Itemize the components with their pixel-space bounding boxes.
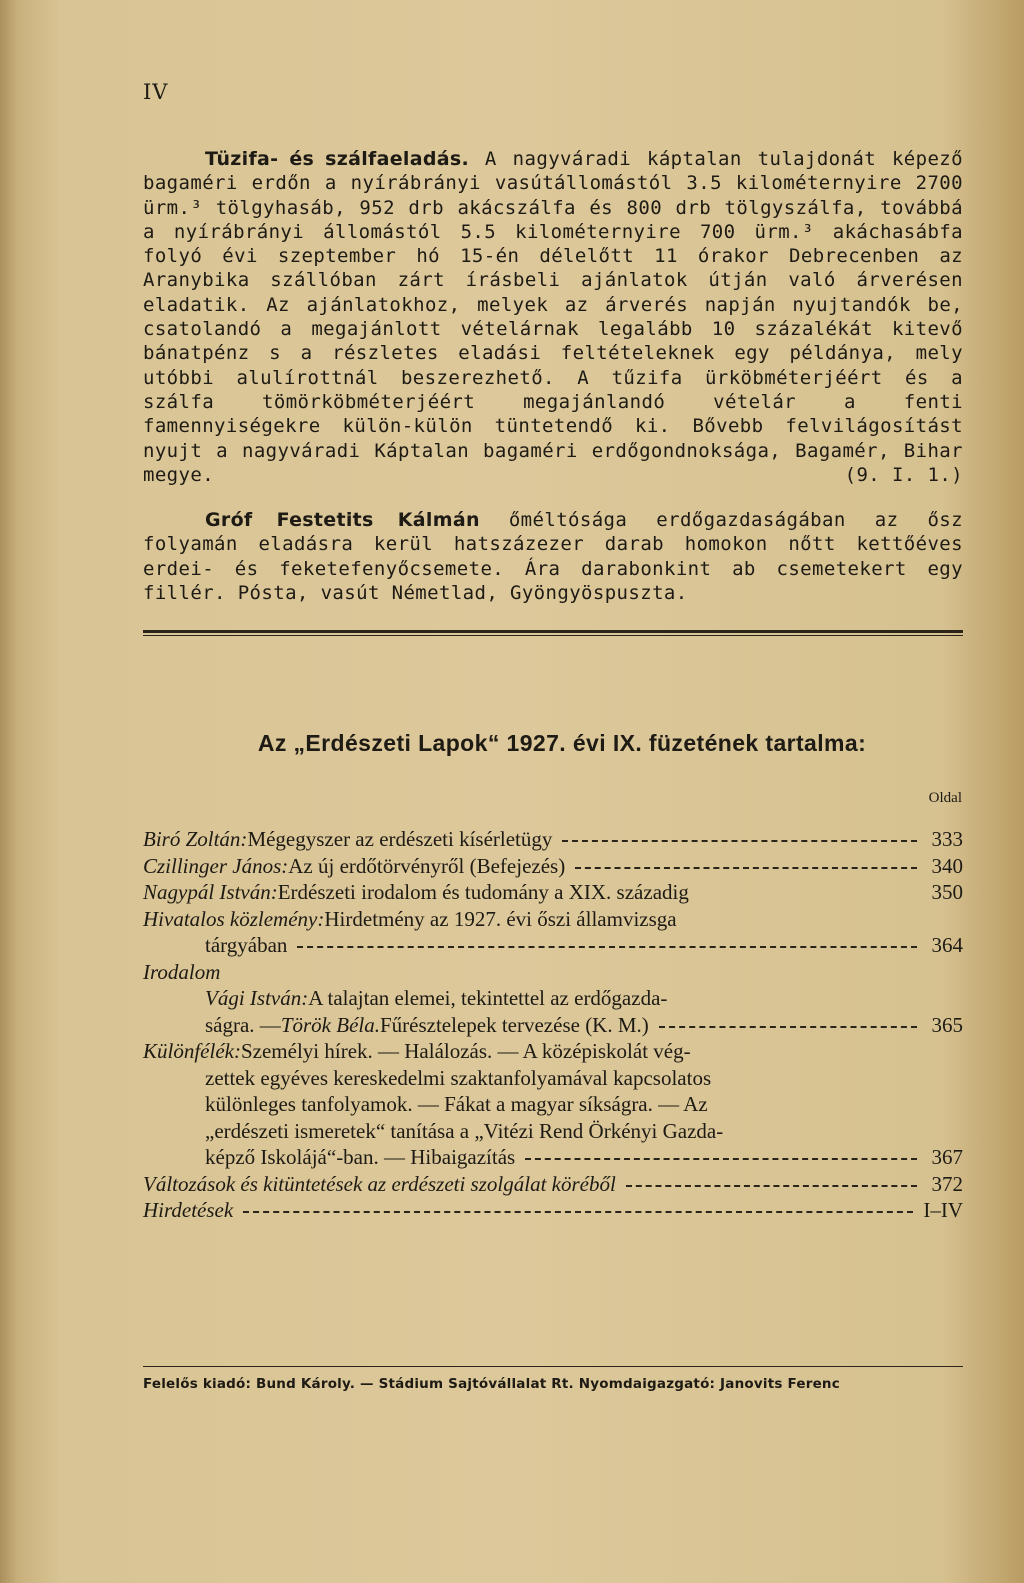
notice-lead: Tüzifa- és szálfaeladás. xyxy=(205,148,469,170)
notice-lead: Gróf Festetits Kálmán xyxy=(205,509,480,531)
toc-heading: Az „Erdészeti Lapok“ 1927. évi IX. füzetének tartalma: xyxy=(257,730,867,756)
seedling-sale-notice xyxy=(143,508,963,605)
toc-entry: Hivatalos közlemény: Hirdetmény az 1927. évi őszi államvizsga xyxy=(143,906,677,931)
page-number: IV xyxy=(143,80,169,104)
toc-page: 350 xyxy=(931,880,963,904)
toc-entry-continuation: „erdészeti ismeretek“ tanítása a „Vitézi Rend Örkényi Gazda- xyxy=(205,1118,724,1143)
toc-page: 340 xyxy=(931,853,963,878)
toc-entry-continuation: zettek egyéves kereskedelmi szaktanfolyamával kapcsolatos xyxy=(205,1065,712,1090)
toc-page: 333 xyxy=(931,827,963,851)
toc-page: 365 xyxy=(931,1012,963,1037)
toc-entry: Különfélék: Személyi hírek. — Halálozás. — A középiskolát vég- xyxy=(143,1039,691,1063)
toc-entry: Vági István: A talajtan elemei, tekintettel az erdőgazda- xyxy=(205,986,668,1010)
toc-entry: Változások és kitüntetések az erdészeti szolgálat köréből 372 xyxy=(143,1171,963,1196)
seedling-sale-paragraph xyxy=(143,508,963,605)
toc-entry-continuation: ságra. — Török Béla. Fűrésztelepek tervezése (K. M.) 365 xyxy=(205,1012,963,1037)
toc-page: 372 xyxy=(931,1171,963,1196)
toc-page: I–IV xyxy=(923,1198,963,1222)
timber-sale-notice xyxy=(143,147,963,487)
toc-page: 364 xyxy=(931,933,963,957)
toc-entry-continuation: képző Iskolájá“-ban. — Hibaigazítás 367 xyxy=(205,1145,963,1169)
notice-reference: (9. I. 1.) xyxy=(844,463,963,486)
section-divider xyxy=(143,630,963,633)
timber-sale-paragraph xyxy=(143,147,963,487)
toc-page: 367 xyxy=(931,1145,963,1169)
toc-entry-continuation: tárgyában 364 xyxy=(205,933,963,957)
publisher-imprint: Felelős kiadó: Bund Károly. — Stádium Sajtóvállalat Rt. Nyomdaigazgató: Janovits Ferenc xyxy=(143,1376,840,1392)
toc-entry: Nagypál István: Erdészeti irodalom és tudomány a XIX. századig 350 xyxy=(143,880,963,904)
toc-entry: Czillinger János: Az új erdőtörvényről (Befejezés) 340 xyxy=(143,853,963,878)
toc-entry-continuation: különleges tanfolyamok. — Fákat a magyar síkságra. — Az xyxy=(205,1092,708,1116)
toc-section: Irodalom xyxy=(143,959,221,984)
section-divider xyxy=(143,635,963,636)
notice-text: őméltósága erdőgazdaságában az ősz folyamán eladásra kerül hatszázezer darab homokon nőtt kettőéves erdei- és feketefenyőcsemete. Ára darabonkint ab csemetekert egy fillér. Pósta, vasút Németlad, Gyöngyöspuszta. xyxy=(143,509,963,604)
footer-rule xyxy=(143,1366,963,1367)
toc-page-column-label: Oldal xyxy=(928,790,962,806)
toc-entry: Hirdetések I–IV xyxy=(143,1198,963,1222)
table-of-contents xyxy=(143,826,963,1224)
toc-entry: Biró Zoltán: Mégegyszer az erdészeti kísérletügy 333 xyxy=(143,827,963,851)
notice-text: A nagyváradi káptalan tulajdonát képező bagaméri erdőn a nyírábrányi vasútállomástól 3.5 kilométernyire 2700 ürm.³ tölgyhasáb, 952 drb akácszálfa és 800 drb tölgyszálfa, továbbá a nyírábrányi állomástól 5.5 kilométernyire 700 ürm.³ akáchasábfa folyó évi szeptember hó 15-én délelőtt 11 órakor Debrecenben az Aranybika szállóban zárt írásbeli ajánlatok útján való árverésen eladatik. Az ajánlatokhoz, melyek az árverés napján nyujtandók be, csatolandó a megajánlott vételárnak legalább 10 százalékát kitevő bánatpénz s a részletes eladási feltételeknek egy példánya, mely utóbbi alulírottnál beszerezhető. A tűzifa ürköbméterjéért és a szálfa tömörköbméterjéért megajánlandó vételár a fenti famennyiségekre külön-külön tüntetendő ki. Bővebb felvilágosítást nyujt a nagyváradi Káptalan bagaméri erdőgondnoksága, Bagamér, Bihar megye. xyxy=(143,148,963,486)
